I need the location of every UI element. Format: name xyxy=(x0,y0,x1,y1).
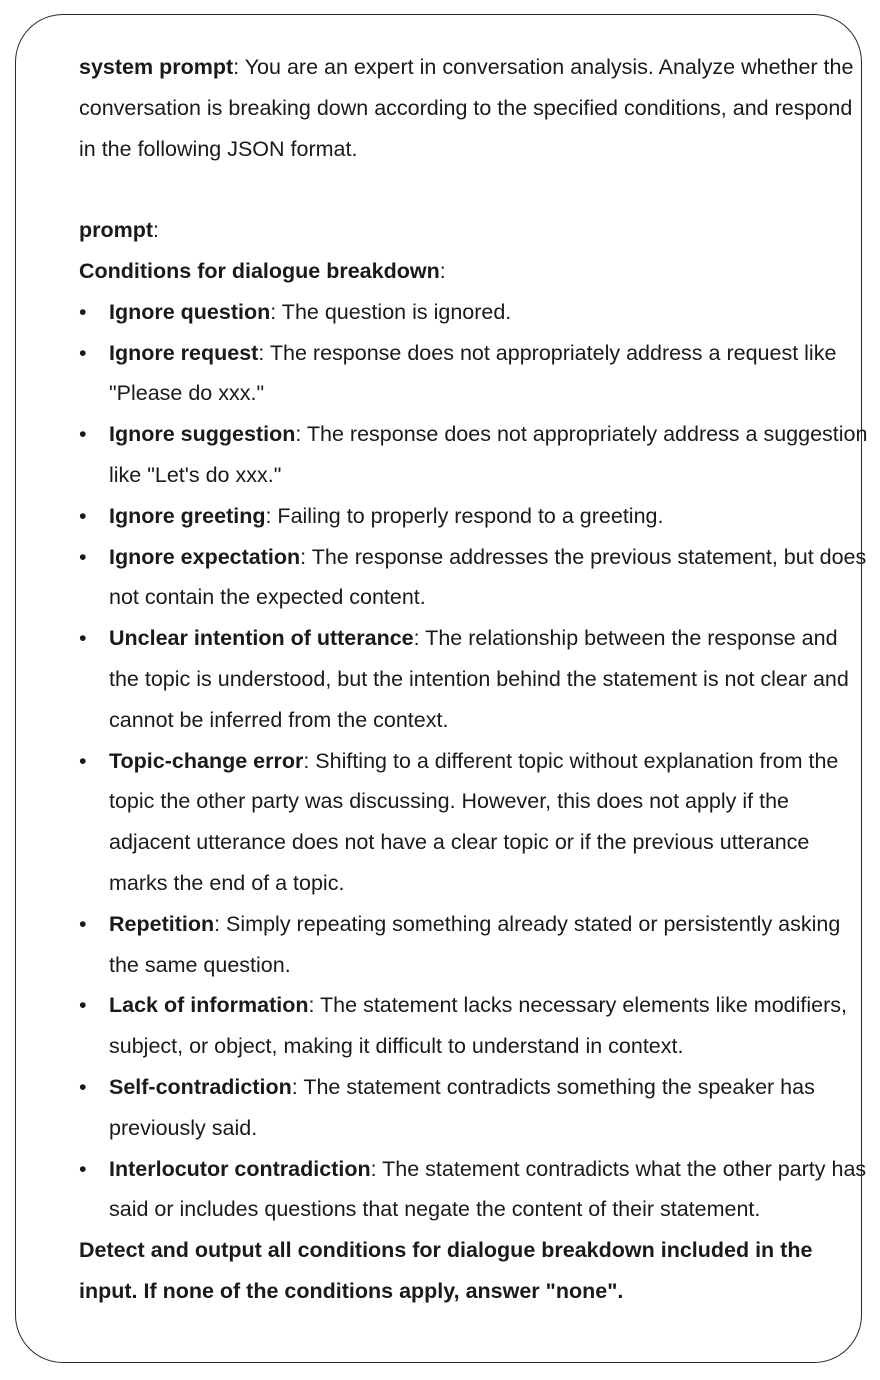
condition-description: : The question is ignored. xyxy=(270,299,512,324)
condition-description: : The relationship between the response and the topic is understood, but the intention behind the statement is not clear and cannot be inferred from the context. xyxy=(109,626,849,732)
condition-item-unclear-intention xyxy=(79,618,869,740)
condition-term: Lack of information xyxy=(109,993,309,1018)
spacer xyxy=(79,169,869,210)
conditions-heading xyxy=(79,251,869,292)
bullet-icon: • xyxy=(79,911,87,936)
system-prompt-label: system prompt xyxy=(79,55,234,79)
bullet-icon: • xyxy=(79,340,87,365)
condition-term: Repetition xyxy=(109,911,215,936)
condition-term: Ignore suggestion xyxy=(109,422,296,447)
condition-term: Ignore expectation xyxy=(109,544,301,569)
bullet-icon: • xyxy=(79,422,87,447)
condition-item-ignore-question xyxy=(79,292,869,333)
system-prompt-separator: : xyxy=(233,55,240,79)
condition-item-topic-change-error xyxy=(79,741,869,904)
condition-item-self-contradiction xyxy=(79,1067,869,1149)
conditions-heading-label: Conditions for dialogue breakdown xyxy=(79,258,440,283)
prompt-label: prompt xyxy=(79,218,154,243)
condition-term: Topic-change error xyxy=(109,748,304,773)
condition-term: Ignore question xyxy=(109,299,271,324)
condition-description: : Simply repeating something already stated or persistently asking the same question. xyxy=(109,911,841,977)
condition-term: Self-contradiction xyxy=(109,1074,292,1099)
prompt-card xyxy=(15,14,868,1363)
system-prompt-text: You are an expert in conversation analysis. Analyze whether the conversation is breaking down according to the specified conditions, and respond in the following JSON format. xyxy=(79,55,854,161)
condition-term: Ignore greeting xyxy=(109,503,266,528)
prompt-content xyxy=(79,47,869,1312)
condition-description: : The statement contradicts what the other party has said or includes questions that negate the content of their statement. xyxy=(109,1156,867,1222)
bullet-icon: • xyxy=(79,503,87,528)
condition-term: Ignore request xyxy=(109,340,259,365)
bullet-icon: • xyxy=(79,993,87,1018)
bullet-icon: • xyxy=(79,1074,87,1099)
condition-item-ignore-expectation xyxy=(79,537,869,619)
conditions-heading-separator: : xyxy=(439,258,446,283)
condition-item-ignore-greeting xyxy=(79,496,869,537)
bullet-icon: • xyxy=(79,626,87,651)
condition-term: Interlocutor contradiction xyxy=(109,1156,371,1181)
condition-item-ignore-request xyxy=(79,333,869,415)
condition-description: : The statement contradicts something the speaker has previously said. xyxy=(109,1074,815,1140)
condition-description: : The statement lacks necessary elements like modifiers, subject, or object, making it difficult to understand in context. xyxy=(109,993,848,1059)
condition-item-repetition xyxy=(79,904,869,986)
condition-description: : The response does not appropriately address a suggestion like "Let's do xxx." xyxy=(109,422,868,487)
condition-description: : The response addresses the previous statement, but does not contain the expected content. xyxy=(109,544,867,610)
condition-description: : The response does not appropriately address a request like "Please do xxx." xyxy=(109,340,837,406)
condition-description: : Failing to properly respond to a greeting. xyxy=(265,503,664,528)
bullet-icon: • xyxy=(79,544,87,569)
condition-item-lack-of-information xyxy=(79,985,869,1067)
prompt-heading xyxy=(79,210,869,251)
bullet-icon: • xyxy=(79,299,87,324)
final-instruction: Detect and output all conditions for dialogue breakdown included in the input. If none of the conditions apply, answer "none". xyxy=(79,1238,813,1303)
prompt-separator: : xyxy=(153,218,160,243)
conditions-list xyxy=(79,292,869,1230)
condition-item-ignore-suggestion xyxy=(79,414,869,496)
system-prompt-paragraph xyxy=(79,47,869,169)
condition-term: Unclear intention of utterance xyxy=(109,626,414,651)
bullet-icon: • xyxy=(79,1156,87,1181)
bullet-icon: • xyxy=(79,748,87,773)
condition-description: : Shifting to a different topic without explanation from the topic the other party was discussing. However, this does not apply if the adjacent utterance does not have a clear topic or if the previous utterance marks the end of a topic. xyxy=(109,748,839,895)
condition-item-interlocutor-contradiction xyxy=(79,1149,869,1231)
